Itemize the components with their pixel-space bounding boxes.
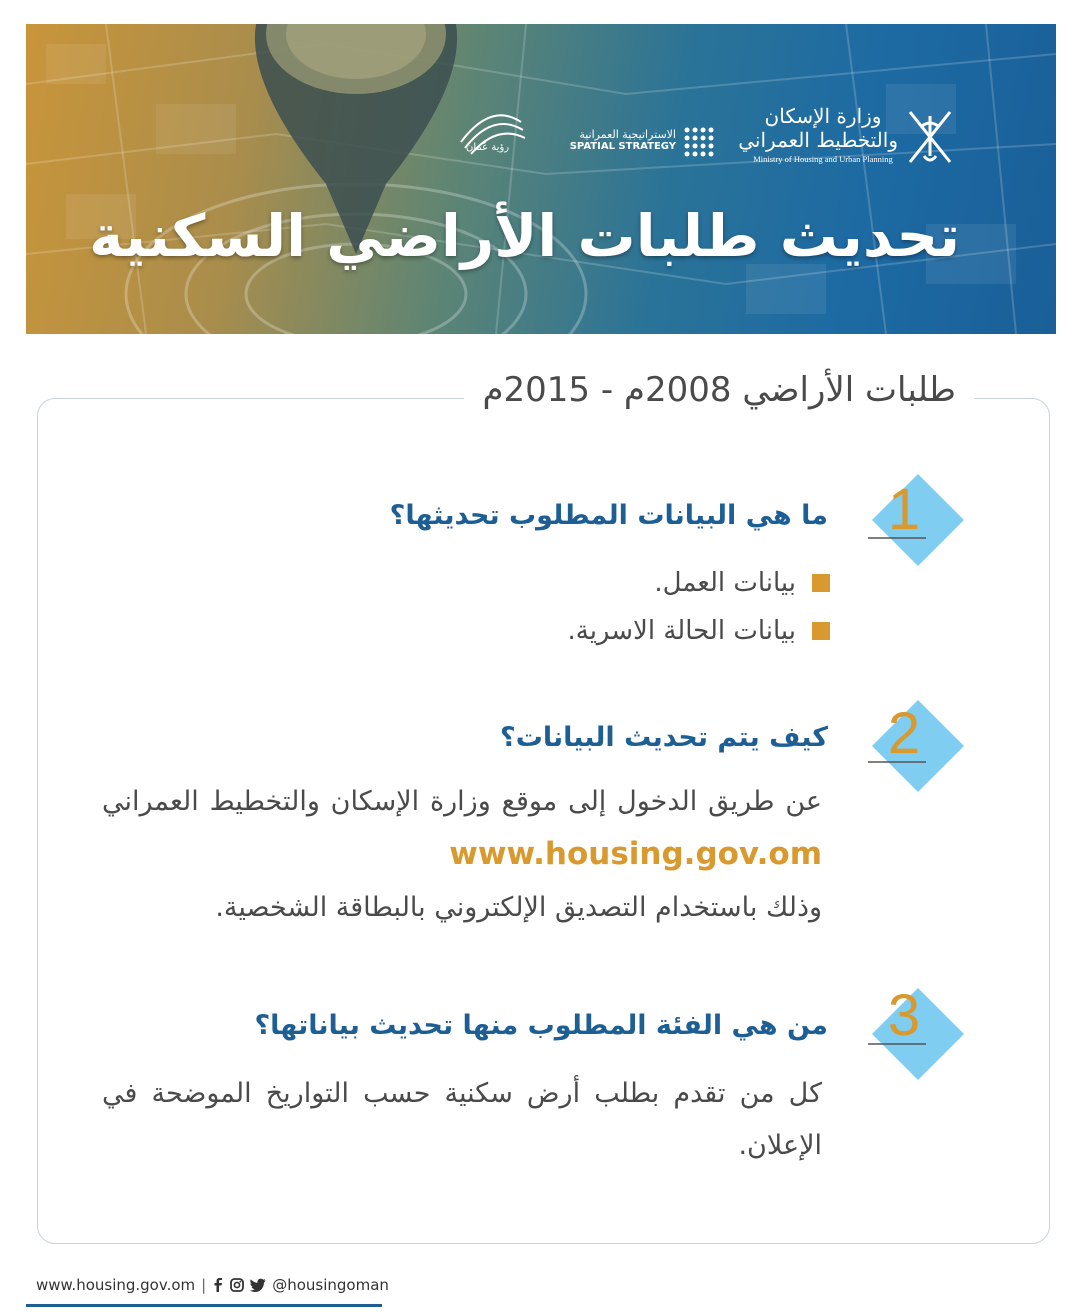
instagram-icon[interactable]: [230, 1278, 244, 1292]
footer-website[interactable]: www.housing.gov.om: [36, 1276, 196, 1294]
section-number: 3: [887, 983, 921, 1048]
footer-separator: |: [201, 1276, 207, 1294]
section-heading: كيف يتم تحديث البيانات؟: [500, 722, 828, 753]
footer-handle[interactable]: @housingoman: [272, 1276, 389, 1294]
spatial-strategy-ar: الاستراتيجية العمرانية: [579, 128, 676, 141]
page-subtitle: طلبات الأراضي 2008م - 2015م: [464, 370, 974, 410]
footer: [36, 1276, 389, 1294]
paragraph-text: وذلك باستخدام التصديق الإلكتروني بالبطاقة الشخصية.: [215, 892, 822, 923]
ministry-name-en: Ministry of Housing and Urban Planning: [753, 154, 893, 164]
list-item: [567, 616, 830, 646]
spatial-strategy-logo-icon: [681, 124, 717, 160]
website-link[interactable]: www.housing.gov.om: [449, 836, 822, 872]
section-number-badge: [868, 700, 968, 792]
list-item-text: بيانات العمل.: [654, 568, 796, 598]
section-heading: ما هي البيانات المطلوب تحديثها؟: [389, 500, 828, 531]
list-item: [654, 568, 830, 598]
oman-emblem-icon: [904, 106, 956, 168]
city-map-background: [26, 24, 1056, 334]
ministry-name-ar-line2: والتخطيط العمراني: [738, 128, 898, 152]
section-paragraph: [102, 776, 822, 934]
twitter-icon[interactable]: [250, 1278, 266, 1292]
section-number-badge: [868, 983, 968, 1080]
spatial-strategy-en: SPATIAL STRATEGY: [569, 141, 676, 152]
section-heading: من هي الفئة المطلوب منها تحديث بياناتها؟: [254, 1010, 828, 1041]
paragraph-text: عن طريق الدخول إلى موقع وزارة الإسكان والتخطيط العمراني: [102, 786, 822, 817]
spatial-strategy-text: [554, 128, 676, 152]
bullet-square-icon: [812, 622, 830, 640]
ministry-logo-text: [738, 104, 898, 164]
vision-logo-icon: [451, 102, 531, 162]
bullet-square-icon: [812, 574, 830, 592]
section-number: 1: [887, 477, 921, 542]
header-banner: [26, 24, 1056, 334]
facebook-icon[interactable]: [212, 1278, 224, 1292]
page-title: تحديث طلبات الأراضي السكنية: [89, 202, 960, 270]
ministry-name-ar-line1: وزارة الإسكان: [764, 104, 882, 128]
section-paragraph: كل من تقدم بطلب أرض سكنية حسب التواريخ الموضحة في الإعلان.: [102, 1078, 822, 1161]
footer-underline: [26, 1304, 382, 1307]
section-number-badge: [868, 474, 968, 566]
vision-logo-text: رؤية عُمان: [466, 142, 510, 153]
list-item-text: بيانات الحالة الاسرية.: [567, 616, 796, 646]
section-number: 2: [887, 701, 921, 766]
